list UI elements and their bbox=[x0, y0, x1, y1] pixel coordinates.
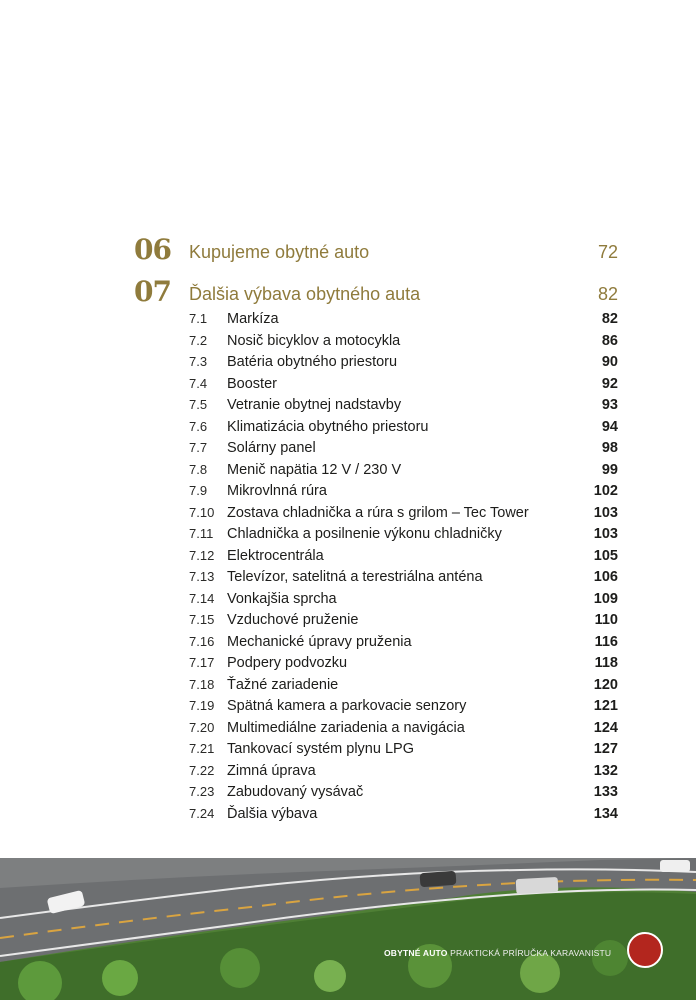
section-title: Multimediálne zariadenia a navigácia bbox=[227, 719, 465, 736]
toc-section-row[interactable] bbox=[134, 739, 618, 761]
section-number: 7.6 bbox=[189, 418, 208, 434]
toc-chapter-07[interactable] bbox=[134, 276, 618, 313]
section-page: 105 bbox=[593, 547, 618, 564]
chapter-title: Ďalšia výbava obytného auta bbox=[189, 284, 421, 304]
footer-brand: OBYTNÉ AUTO bbox=[384, 948, 448, 958]
toc-section-row[interactable] bbox=[134, 524, 618, 546]
section-number: 7.4 bbox=[189, 375, 208, 391]
section-page: 103 bbox=[593, 526, 618, 542]
section-page: 116 bbox=[594, 633, 618, 650]
section-number: 7.23 bbox=[189, 784, 215, 799]
section-title: Solárny panel bbox=[227, 440, 316, 456]
section-title: Ťažné zariadenie bbox=[227, 676, 339, 693]
section-page: 92 bbox=[601, 375, 618, 392]
section-title: Markíza bbox=[227, 311, 279, 327]
section-title: Televízor, satelitná a terestriálna anténa bbox=[227, 569, 483, 585]
section-title: Nosič bicyklov a motocykla bbox=[227, 332, 401, 349]
section-page: 120 bbox=[593, 676, 618, 693]
section-page: 121 bbox=[593, 698, 618, 714]
section-page: 134 bbox=[593, 805, 618, 822]
toc-section-row[interactable] bbox=[134, 374, 618, 396]
section-page: 90 bbox=[601, 354, 618, 370]
section-number: 7.12 bbox=[189, 547, 215, 563]
section-title: Zimná úprava bbox=[227, 762, 316, 779]
toc-section-row[interactable] bbox=[134, 460, 618, 482]
toc-section-row[interactable] bbox=[134, 782, 618, 804]
section-title: Spätná kamera a parkovacie senzory bbox=[227, 698, 467, 714]
section-title: Tankovací systém plynu LPG bbox=[227, 741, 414, 757]
section-number: 7.22 bbox=[189, 762, 215, 778]
section-title: Menič napätia 12 V / 230 V bbox=[227, 461, 402, 478]
section-title: Podpery podvozku bbox=[227, 655, 348, 671]
toc-section-row[interactable] bbox=[134, 653, 618, 675]
toc-section-row[interactable] bbox=[134, 417, 618, 439]
section-page: 133 bbox=[593, 784, 618, 800]
section-title: Vetranie obytnej nadstavby bbox=[227, 397, 402, 413]
toc-section-row[interactable] bbox=[134, 718, 618, 740]
chapter-title: Kupujeme obytné auto bbox=[189, 242, 370, 262]
section-page: 127 bbox=[593, 741, 618, 757]
section-page: 102 bbox=[593, 483, 618, 499]
toc-section-row[interactable] bbox=[134, 331, 618, 353]
section-title: Vonkajšia sprcha bbox=[227, 590, 337, 607]
section-number: 7.24 bbox=[189, 805, 215, 821]
section-number: 7.16 bbox=[189, 633, 215, 649]
section-number: 7.13 bbox=[189, 569, 215, 584]
toc-section-row[interactable] bbox=[134, 804, 618, 826]
toc-section-row[interactable] bbox=[134, 696, 618, 718]
toc-section-row[interactable] bbox=[134, 589, 618, 611]
section-page: 93 bbox=[601, 397, 618, 413]
section-page: 109 bbox=[593, 590, 618, 607]
section-number: 7.7 bbox=[189, 440, 208, 455]
section-number: 7.17 bbox=[189, 655, 215, 670]
road-aerial-photo bbox=[0, 858, 696, 1000]
section-title: Booster bbox=[227, 375, 277, 392]
section-number: 7.8 bbox=[189, 461, 208, 477]
footer-subtitle: PRAKTICKÁ PRÍRUČKA KARAVANISTU bbox=[450, 948, 612, 958]
section-number: 7.2 bbox=[189, 332, 208, 348]
section-number: 7.18 bbox=[189, 676, 215, 692]
section-page: 103 bbox=[593, 504, 618, 521]
section-title: Zabudovaný vysávač bbox=[227, 784, 364, 800]
toc-section-row[interactable] bbox=[134, 546, 618, 568]
section-title: Klimatizácia obytného priestoru bbox=[227, 418, 429, 435]
section-number: 7.15 bbox=[189, 612, 215, 627]
section-page: 86 bbox=[601, 332, 618, 349]
section-page: 94 bbox=[601, 418, 618, 435]
chapter-page: 82 bbox=[597, 284, 618, 304]
section-number: 7.20 bbox=[189, 719, 215, 735]
section-title: Batéria obytného priestoru bbox=[227, 354, 398, 370]
table-of-contents bbox=[134, 234, 618, 825]
toc-section-row[interactable] bbox=[134, 395, 618, 417]
section-number: 7.14 bbox=[189, 590, 215, 606]
toc-section-row[interactable] bbox=[134, 632, 618, 654]
chapter-number: 06 bbox=[134, 233, 171, 266]
section-page: 99 bbox=[601, 461, 618, 478]
section-title: Elektrocentrála bbox=[227, 547, 324, 564]
toc-section-row[interactable] bbox=[134, 481, 618, 503]
section-page: 82 bbox=[601, 311, 618, 327]
section-page: 118 bbox=[594, 655, 618, 671]
section-number: 7.3 bbox=[189, 354, 208, 369]
section-page: 110 bbox=[594, 612, 618, 628]
toc-section-row[interactable] bbox=[134, 438, 618, 460]
footer-branding bbox=[384, 948, 611, 958]
section-number: 7.21 bbox=[189, 741, 215, 756]
toc-section-row[interactable] bbox=[134, 352, 618, 374]
section-title: Chladnička a posilnenie výkonu chladničky bbox=[227, 526, 502, 542]
section-number: 7.5 bbox=[189, 397, 208, 412]
section-number: 7.19 bbox=[189, 698, 215, 713]
toc-section-list bbox=[134, 309, 618, 825]
chapter-page: 72 bbox=[597, 242, 618, 262]
section-title: Ďalšia výbava bbox=[227, 805, 318, 822]
publisher-logo-icon bbox=[627, 932, 663, 968]
toc-section-row[interactable] bbox=[134, 567, 618, 589]
section-title: Zostava chladnička a rúra s grilom – Tec Tower bbox=[227, 504, 529, 521]
section-page: 124 bbox=[593, 719, 618, 736]
toc-section-row[interactable] bbox=[134, 675, 618, 697]
section-number: 7.9 bbox=[189, 483, 208, 498]
chapter-number: 07 bbox=[134, 275, 171, 308]
toc-chapter-06[interactable] bbox=[134, 234, 618, 276]
section-page: 106 bbox=[593, 569, 618, 585]
section-title: Vzduchové pruženie bbox=[227, 612, 359, 628]
section-page: 98 bbox=[601, 440, 618, 456]
section-number: 7.10 bbox=[189, 504, 215, 520]
toc-section-row[interactable] bbox=[134, 309, 618, 331]
section-title: Mikrovlnná rúra bbox=[227, 483, 327, 499]
toc-section-row[interactable] bbox=[134, 761, 618, 783]
toc-section-row[interactable] bbox=[134, 503, 618, 525]
section-title: Mechanické úpravy pruženia bbox=[227, 633, 412, 650]
section-number: 7.11 bbox=[189, 526, 214, 541]
section-page: 132 bbox=[593, 762, 618, 779]
section-number: 7.1 bbox=[189, 311, 208, 326]
toc-section-row[interactable] bbox=[134, 610, 618, 632]
